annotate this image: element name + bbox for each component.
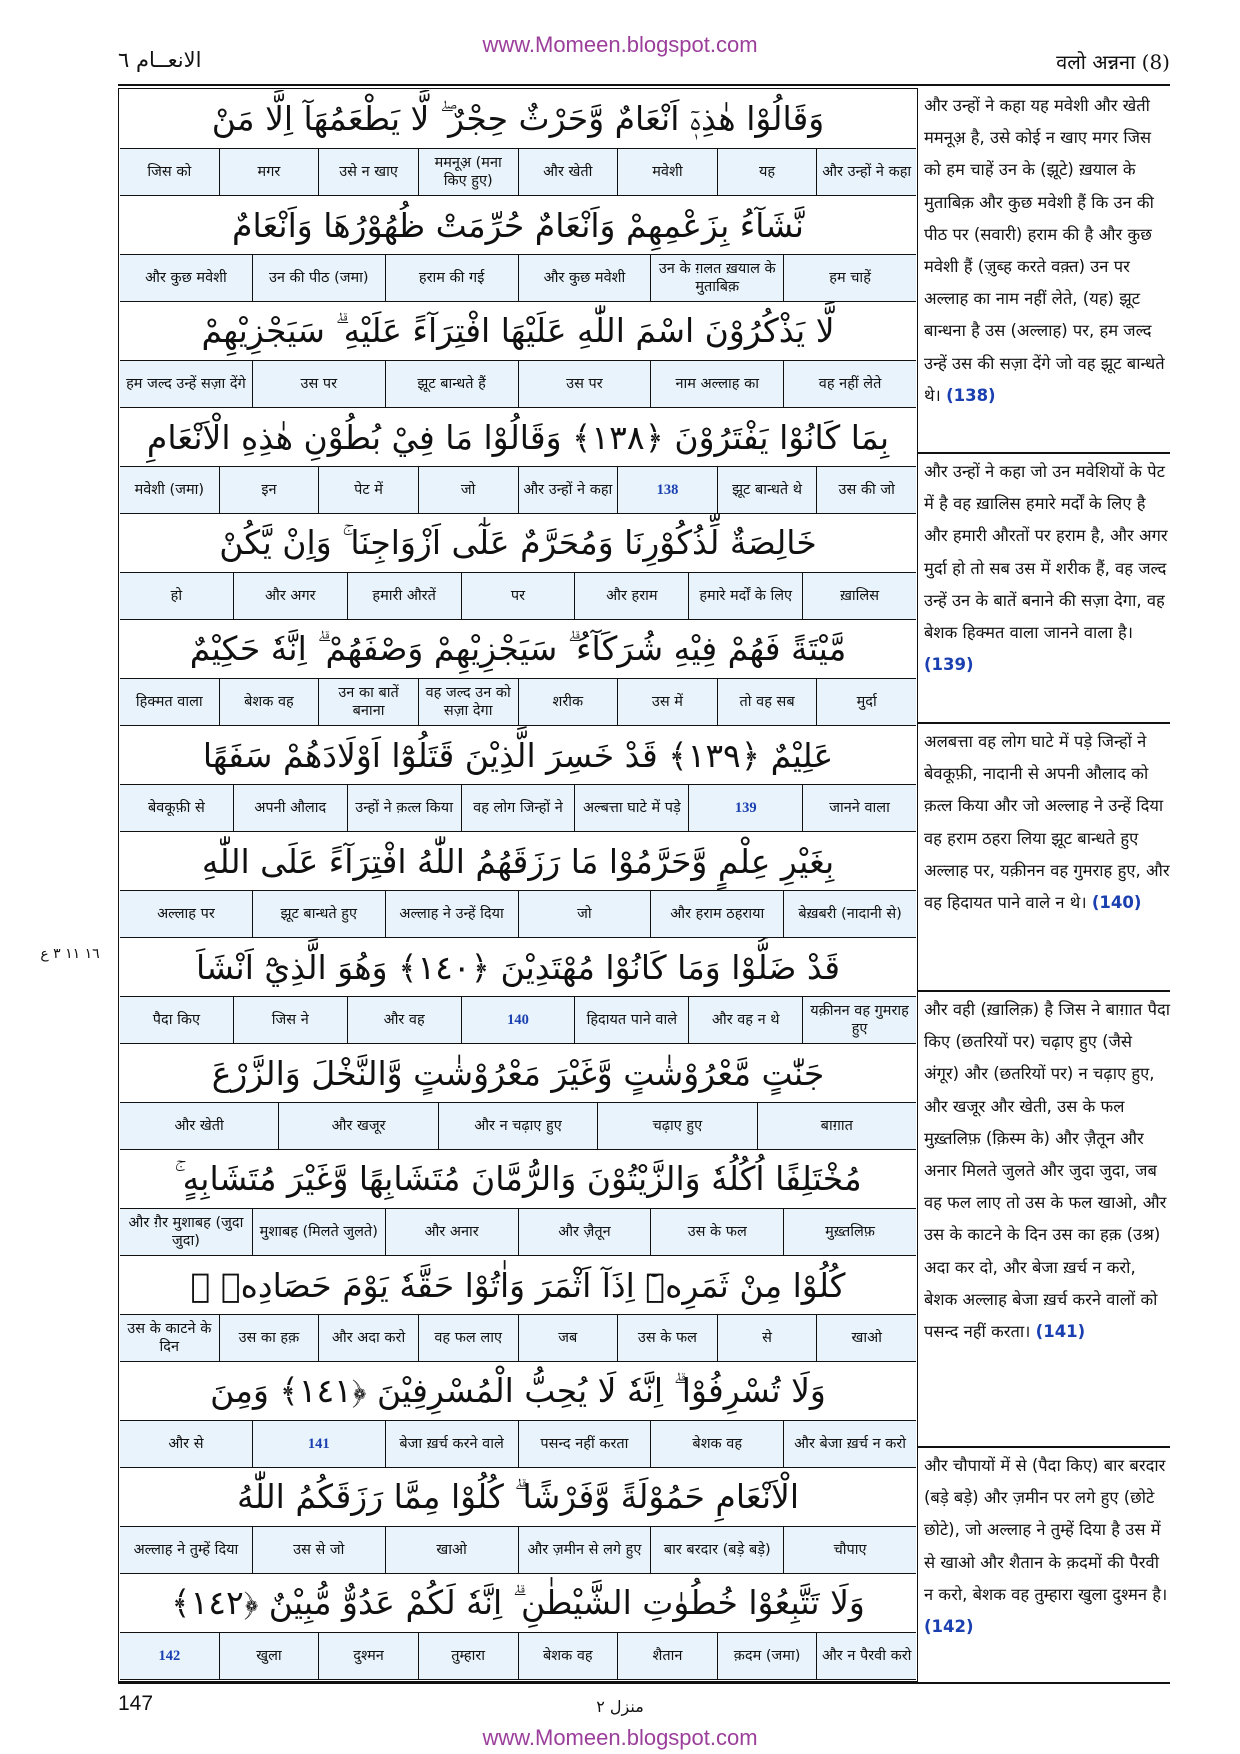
word-meaning-cell: बेजा ख़र्च करने वाले	[385, 1421, 518, 1467]
manzil-label: منزل ٢	[596, 1697, 644, 1716]
word-meaning-row	[120, 1314, 916, 1362]
word-meaning-cell: उस पर	[518, 361, 651, 407]
word-meaning-cell: बेशक वह	[219, 679, 319, 725]
word-meaning-cell: और उन्हों ने कहा	[816, 149, 916, 195]
translation-text: अलबत्ता वह लोग घाटे में पड़े जिन्हों ने बेवकूफ़ी, नादानी से अपनी औलाद को क़त्ल किया और जो अल्लाह ने उन्हें दिया वह हराम ठहरा लिया झूट बान्धते हुए अल्लाह पर, यक़ीनन वह गुमराह हुए, और वह हिदायत पाने वाले न थे।	[924, 732, 1170, 913]
word-meaning-cell: जो	[418, 467, 518, 513]
word-meaning-cell: और अगर	[233, 573, 347, 619]
word-meaning-cell: उन्हों ने क़त्ल किया	[347, 785, 461, 831]
word-meaning-cell: तुम्हारा	[418, 1633, 518, 1679]
word-meaning-cell: हो	[170, 587, 183, 604]
word-meaning-cell: यक़ीनन वह गुमराह हुए	[802, 997, 916, 1043]
word-meaning-cell: बेशक वह	[650, 1421, 783, 1467]
word-meaning-cell: पसन्द नहीं करता	[518, 1421, 651, 1467]
word-meaning-cell: उस पर	[252, 361, 385, 407]
word-meaning-cell: जानने वाला	[802, 785, 916, 831]
word-meaning-cell: और से	[168, 1435, 204, 1452]
word-meaning-cell: उस के फल	[650, 1209, 783, 1255]
word-meaning-cell: उन का बातें बनाना	[318, 679, 418, 725]
word-meaning-cell: और अनार	[385, 1209, 518, 1255]
translation-ayah-number: (142)	[924, 1617, 974, 1637]
arabic-line: مُخْتَلِفًا اُكُلُهٗ وَالزَّيْتُوْنَ وَالرُّمَّانَ مُتَشَابِهًا وَّغَيْرَ مُتَشَابِهٍ ۚ	[174, 1159, 862, 1198]
word-meaning-cell: अल्लाह ने उन्हें दिया	[385, 891, 518, 937]
header-rule	[118, 84, 1170, 86]
word-meaning-cell: और अदा करो	[318, 1315, 418, 1361]
word-meaning-cell: हम जल्द उन्हें सज़ा देंगे	[126, 375, 246, 392]
word-meaning-cell: और कुछ मवेशी	[518, 255, 651, 301]
arabic-line: خَالِصَةٌ لِّذُكُوْرِنَا وَمُحَرَّمٌ عَلٰٓى اَزْوَاجِنَا ۚ وَاِنْ يَّكُنْ	[219, 523, 817, 562]
word-meaning-cell: उन की पीठ (जमा)	[252, 255, 385, 301]
word-meaning-cell: अपनी औलाद	[233, 785, 347, 831]
arabic-line: قَدْ ضَلُّوْا وَمَا كَانُوْا مُهْتَدِيْنَ ﴿١٤٠﴾ وَهُوَ الَّذِيْٓ اَنْشَاَ	[196, 947, 840, 987]
word-meaning-cell: झूट बान्धते थे	[717, 467, 817, 513]
word-meaning-cell: वह लोग जिन्हों ने	[461, 785, 575, 831]
translation-ayah-number: (141)	[1035, 1322, 1086, 1342]
word-meaning-cell: वह फल लाए	[418, 1315, 518, 1361]
translation-paragraph	[924, 1450, 1170, 1643]
word-meaning-cell: पैदा किए	[152, 1011, 201, 1028]
word-meaning-cell: शैतान	[617, 1633, 717, 1679]
word-meaning-cell: नाम अल्लाह का	[650, 361, 783, 407]
word-meaning-cell: अल्लाह पर	[157, 905, 215, 922]
word-meaning-cell: खाओ	[816, 1315, 916, 1361]
word-meaning-cell: से	[717, 1315, 817, 1361]
translation-text: और उन्हों ने कहा जो उन मवेशियों के पेट में है वह ख़ालिस हमारे मर्दों के लिए है और हमारी औरतों पर हराम है, और अगर मुर्दा हो तो सब उस में शरीक हैं, वह जल्द उन्हें उन के बातें बनाने की सज़ा देगा, वह बेशक हिक्मत वाला जानने वाला है।	[924, 462, 1168, 643]
word-meaning-row	[120, 890, 916, 938]
word-meaning-cell: चौपाए	[783, 1527, 916, 1573]
word-meaning-row	[120, 996, 916, 1044]
arabic-line: لَّا يَذْكُرُوْنَ اسْمَ اللّٰهِ عَلَيْهَا افْتِرَآءً عَلَيْهِ ۗ سَيَجْزِيْهِمْ	[201, 311, 835, 350]
word-meaning-cell: उस से जो	[252, 1527, 385, 1573]
word-meaning-cell: यह	[717, 149, 817, 195]
word-meaning-row	[120, 254, 916, 302]
ruku-marker: ١٦ ١١ ٣ ع	[40, 946, 100, 962]
word-meaning-cell: चढ़ाए हुए	[597, 1103, 756, 1149]
word-meaning-row	[120, 1208, 916, 1256]
translation-paragraph	[924, 726, 1170, 919]
word-meaning-cell: खाओ	[385, 1527, 518, 1573]
word-meaning-cell: और कुछ मवेशी	[145, 269, 227, 286]
word-meaning-cell: मुख़्तलिफ़	[783, 1209, 916, 1255]
word-meaning-cell: अल्बत्ता घाटे में पड़े	[574, 785, 688, 831]
word-meaning-cell: मवेशी (जमा)	[134, 481, 205, 498]
word-meaning-cell: और खेती	[518, 149, 618, 195]
word-meaning-cell: हराम की गई	[385, 255, 518, 301]
word-meaning-row	[120, 466, 916, 514]
word-meaning-cell: दुश्मन	[318, 1633, 418, 1679]
arabic-line: عَلِيْمٌ ﴿١٣٩﴾ قَدْ خَسِرَ الَّذِيْنَ قَتَلُوْٓا اَوْلَادَهُمْ سَفَهًا	[202, 735, 834, 775]
word-meaning-row	[120, 360, 916, 408]
page-number: 147	[118, 1692, 154, 1715]
word-meaning-cell: हमारे मर्दों के लिए	[688, 573, 802, 619]
word-meaning-cell: शरीक	[518, 679, 618, 725]
translation-separator	[918, 452, 1170, 454]
word-meaning-cell: उस की जो	[816, 467, 916, 513]
word-meaning-row	[120, 148, 916, 196]
word-meaning-cell: क़दम (जमा)	[717, 1633, 817, 1679]
word-meaning-cell: झूट बान्धते हुए	[252, 891, 385, 937]
word-meaning-cell: बाग़ात	[757, 1103, 916, 1149]
arabic-line: نَّشَآءُ بِزَعْمِهِمْ وَاَنْعَامٌ حُرِّمَتْ ظُهُوْرُهَا وَاَنْعَامٌ	[232, 205, 804, 245]
word-meaning-cell: इन	[219, 467, 319, 513]
word-meaning-cell: ममनूअ़ (मना किए हुए)	[418, 149, 518, 195]
word-meaning-cell: वह नहीं लेते	[783, 361, 916, 407]
word-meaning-cell: और वह न थे	[688, 997, 802, 1043]
word-meaning-cell: हम चाहें	[783, 255, 916, 301]
word-meaning-cell: और बेजा ख़र्च न करो	[783, 1421, 916, 1467]
word-meaning-cell: और खेती	[174, 1117, 224, 1134]
word-meaning-cell: बेशक वह	[518, 1633, 618, 1679]
word-meaning-cell: उसे न खाए	[318, 149, 418, 195]
word-meaning-row	[120, 1526, 916, 1574]
ayah-number-cell: 139	[688, 785, 802, 831]
translation-paragraph	[924, 90, 1170, 412]
word-meaning-cell: उस में	[617, 679, 717, 725]
word-meaning-cell: पर	[461, 573, 575, 619]
word-meaning-cell: खुला	[219, 1633, 319, 1679]
word-meaning-cell: हिक्मत वाला	[135, 693, 203, 710]
word-meaning-cell: उन के ग़लत ख़याल के मुताबिक़	[650, 255, 783, 301]
translation-separator	[918, 990, 1170, 992]
translation-ayah-number: (139)	[924, 655, 974, 675]
word-meaning-row	[120, 1420, 916, 1468]
footer-website: www.Momeen.blogspot.com	[482, 1725, 758, 1750]
arabic-line: مَّيْتَةً فَهُمْ فِيْهِ شُرَكَآءُ ۗ سَيَجْزِيْهِمْ وَصْفَهُمْ ۗ اِنَّهٗ حَكِيْمٌ	[189, 629, 847, 668]
word-meaning-cell: उस के काटने के दिन	[127, 1320, 212, 1355]
word-meaning-cell: और हराम ठहराया	[650, 891, 783, 937]
word-meaning-cell: और उन्हों ने कहा	[518, 467, 618, 513]
translation-paragraph	[924, 456, 1170, 681]
word-meaning-row	[120, 1632, 916, 1680]
word-meaning-cell: और ज़ैतून	[518, 1209, 651, 1255]
arabic-line: الْاَنْعَامِ حَمُوْلَةً وَّفَرْشًا ۗ كُلُوْا مِمَّا رَزَقَكُمُ اللّٰهُ	[237, 1477, 799, 1516]
word-meaning-cell: मगर	[219, 149, 319, 195]
translation-paragraph	[924, 994, 1170, 1348]
juz-label: वलो अन्नना (8)	[1056, 50, 1170, 74]
word-meaning-cell: मवेशी	[617, 149, 717, 195]
word-meaning-cell: उस के फल	[617, 1315, 717, 1361]
word-meaning-cell: हमारी औरतें	[347, 573, 461, 619]
word-meaning-row	[120, 678, 916, 726]
word-meaning-cell: मुर्दा	[816, 679, 916, 725]
word-meaning-cell: वह जल्द उन को सज़ा देगा	[418, 679, 518, 725]
surah-name: الانعــام ٦	[118, 48, 202, 72]
word-meaning-cell: हिदायत पाने वाले	[574, 997, 688, 1043]
word-meaning-cell: मुशाबह (मिलते जुलते)	[252, 1209, 385, 1255]
word-meaning-cell: और खजूर	[278, 1103, 437, 1149]
word-meaning-cell: और हराम	[574, 573, 688, 619]
arabic-line: وَلَا تُسْرِفُوْا ۗ اِنَّهٗ لَا يُحِبُّ الْمُسْرِفِيْنَ ﴿١٤١﴾ وَمِنَ	[210, 1371, 826, 1410]
word-meaning-row	[120, 572, 916, 620]
word-meaning-cell: पेट में	[318, 467, 418, 513]
arabic-line: بِغَيْرِ عِلْمٍ وَّحَرَّمُوْا مَا رَزَقَهُمُ اللّٰهُ افْتِرَآءً عَلَى اللّٰهِ	[201, 841, 835, 881]
word-meaning-cell: तो वह सब	[717, 679, 817, 725]
word-meaning-cell: और न चढ़ाए हुए	[438, 1103, 597, 1149]
arabic-line: وَلَا تَتَّبِعُوْا خُطُوٰتِ الشَّيْطٰنِ ۗ اِنَّهٗ لَكُمْ عَدُوٌّ مُّبِيْنٌ ﴿١٤٢﴾	[171, 1583, 865, 1622]
word-meaning-cell: और वह	[347, 997, 461, 1043]
translation-separator	[918, 722, 1170, 724]
translation-separator	[918, 1446, 1170, 1448]
word-meaning-cell: और ज़मीन से लगे हुए	[518, 1527, 651, 1573]
word-meaning-cell: और ग़ैर मुशाबह (जुदा जुदा)	[128, 1214, 244, 1249]
word-meaning-cell: जिस ने	[233, 997, 347, 1043]
arabic-line: بِمَا كَانُوْا يَفْتَرُوْنَ ﴿١٣٨﴾ وَقَالُوْا مَا فِيْ بُطُوْنِ هٰذِهِ الْاَنْعَامِ	[146, 417, 890, 457]
word-meaning-cell: झूट बान्धते हैं	[385, 361, 518, 407]
word-meaning-row	[120, 784, 916, 832]
translation-text: और चौपायों में से (पैदा किए) बार बरदार (बड़े बड़े) और ज़मीन पर लगे हुए (छोटे छोटे), जो अल्लाह ने तुम्हें दिया है उस में से खाओ और शैतान के क़दमों की पैरवी न करो, बेशक वह तुम्हारा खुला दुश्मन है।	[924, 1456, 1168, 1604]
arabic-line: وَقَالُوْا هٰذِهٖٓ اَنْعَامٌ وَّحَرْثٌ حِجْرٌ ۖ لَّا يَطْعَمُهَآ اِلَّا مَنْ	[211, 99, 825, 138]
ayah-number-cell: 140	[461, 997, 575, 1043]
translation-ayah-number: (138)	[946, 385, 996, 405]
word-meaning-cell: जिस को	[147, 163, 192, 180]
word-meaning-cell: जो	[518, 891, 651, 937]
arabic-line: جَنّٰتٍ مَّعْرُوْشٰتٍ وَّغَيْرَ مَعْرُوْشٰتٍ وَّالنَّخْلَ وَالزَّرْعَ	[211, 1053, 825, 1093]
word-meaning-cell: बेवकूफ़ी से	[148, 799, 205, 816]
word-meaning-cell: अल्लाह ने तुम्हें दिया	[133, 1541, 239, 1558]
translation-text: और उन्हों ने कहा यह मवेशी और खेती ममनूअ़ है, उसे कोई न खाए मगर जिस को हम चाहें उन के (झूटे) ख़याल के मुताबिक़ और कुछ मवेशी हैं कि उन की पीठ पर (सवारी) हराम की है और कुछ मवेशी हैं (ज़ुब्ह करते वक़्त) उन पर अल्लाह का नाम नहीं लेते, (यह) झूट बान्धना है उस (अल्लाह) पर, हम जल्द उन्हें उस की सज़ा देंगे जो वह झूट बान्धते थे।	[924, 96, 1165, 405]
word-meaning-cell: बेख़बरी (नादानी से)	[783, 891, 916, 937]
footer-rule	[118, 1682, 1170, 1684]
word-meaning-cell: उस का हक़	[219, 1315, 319, 1361]
header-website: www.Momeen.blogspot.com	[482, 32, 758, 57]
ayah-number-cell: 138	[617, 467, 717, 513]
translation-text: और वही (ख़ालिक़) है जिस ने बाग़ात पैदा किए (छतरियों पर) चढ़ाए हुए (जैसे अंगूर) और (छतरियों पर) न चढ़ाए हुए, और खजूर और खेती, उस के फल मुख़्तलिफ़ (क़िस्म के) और ज़ैतून और अनार मिलते जुलते और जुदा जुदा, जब वह फल लाए तो उस के फल खाओ, और उस के काटने के दिन उस का हक़ (उश्र) अदा कर दो, और बेजा ख़र्च न करो, बेशक अल्लाह बेजा ख़र्च करने वालों को पसन्द नहीं करता।	[924, 1000, 1170, 1342]
word-meaning-cell: बार बरदार (बड़े बड़े)	[650, 1527, 783, 1573]
word-meaning-cell: ख़ालिस	[802, 573, 916, 619]
arabic-line: كُلُوْا مِنْ ثَمَرِهٖٓ اِذَآ اَثْمَرَ وَاٰتُوْا حَقَّهٗ يَوْمَ حَصَادِهٖ ۖ	[190, 1265, 846, 1305]
ayah-number-cell: 142	[158, 1647, 181, 1664]
word-meaning-cell: और न पैरवी करो	[816, 1633, 916, 1679]
translation-ayah-number: (140)	[1091, 893, 1142, 913]
ayah-number-cell: 141	[252, 1421, 385, 1467]
word-meaning-cell: जब	[518, 1315, 618, 1361]
word-meaning-row	[120, 1102, 916, 1150]
